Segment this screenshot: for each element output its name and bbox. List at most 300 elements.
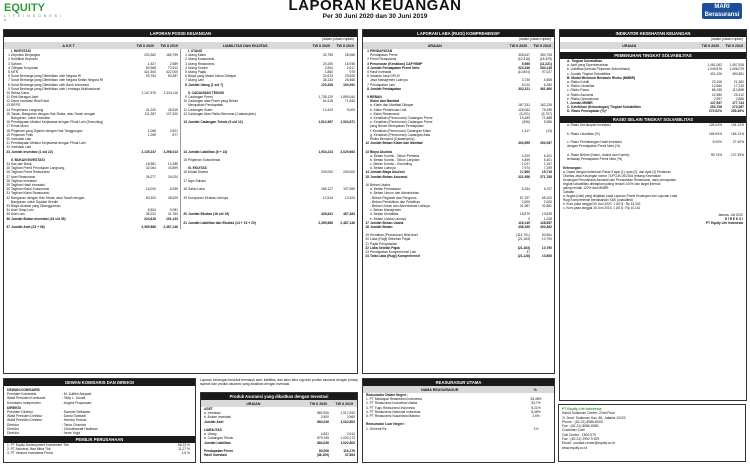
row-label: Jumlah Pendapatan Premi Neto <box>370 65 420 70</box>
pdi-label: Jumlah Aset <box>204 419 224 424</box>
table-row <box>181 221 357 225</box>
pdi-label: ASET <box>204 407 213 411</box>
row-number: 15 <box>183 157 187 162</box>
row-value-2019: 134.12% <box>730 123 744 128</box>
sign-role: D I R E K S I <box>724 217 743 222</box>
row-value-2020: -9,00% <box>711 140 722 145</box>
row-label: B. Modal Minimum Berbasis Risiko (MMBR) <box>567 75 636 80</box>
row-value-2019: 350,708 <box>540 53 552 58</box>
row-number: 28 <box>6 178 10 183</box>
row-number: 35 <box>6 212 10 217</box>
row-value-2019: 9,003 <box>346 107 355 112</box>
row-label: Kenaikan (Penurunan) Nilai Aset <box>370 233 418 238</box>
row-label: Obligasi Korporasi <box>11 65 38 70</box>
row-label: PENDAPATAN <box>370 49 393 53</box>
row-value-2020: 166,127 <box>321 187 333 192</box>
row-number: 19 <box>183 195 187 200</box>
pdi-value-2020: 884,026 <box>317 419 329 424</box>
pdi-panel <box>200 392 358 463</box>
row-value-2019: 76,299 <box>541 107 552 112</box>
row-value-2019: (18,329) <box>539 57 552 62</box>
row-number: 9 <box>8 86 10 91</box>
table-row <box>560 109 746 113</box>
row-number: 22 <box>365 245 369 250</box>
row-label: - Beban Umum dan Administrasi Lainnya <box>370 203 430 208</box>
row-value-2019: 110,898 <box>732 88 744 93</box>
row-value-2019: 45,915 <box>167 107 178 112</box>
pdi-table <box>201 407 357 457</box>
row-number: 22 <box>6 145 10 150</box>
row-label: Bangunan untuk Dipakai Sendiri <box>11 199 59 204</box>
row-label: Pembiayaan Melalui Kerjasama dengan Pihak Lain (Executing) <box>11 120 104 125</box>
row-number: 18 <box>365 224 369 229</box>
row-value-2019: 354,145 <box>540 65 552 70</box>
keterangan-item: Catatan : <box>563 190 576 195</box>
row-value-2019: 165,799 <box>166 53 178 58</box>
row-number: 3 <box>367 61 369 66</box>
direksi-list <box>7 410 192 435</box>
row-value-2020: 84,968 <box>145 65 156 70</box>
laba-rugi-panel <box>362 29 555 374</box>
pemilik-name: 3. PT Ventura Investama Prima <box>7 451 53 456</box>
row-number: 34 <box>6 208 10 213</box>
row-number: 5 <box>8 69 10 74</box>
row-value-2019: 2,296,013 <box>163 149 178 154</box>
row-value-2020: 5,010 <box>521 82 530 87</box>
row-label: Hasil Investasi <box>370 69 392 74</box>
row-label: Utang Koasuransi <box>188 57 215 62</box>
reasuradur-share: 53,7% <box>531 401 541 406</box>
pdi-label: a. Investasi <box>204 411 221 416</box>
reasuransi-table <box>363 393 554 431</box>
row-value-2019: 165.12% <box>730 131 744 136</box>
row-label: Jumlah Ekuitas (16 s/d 19) <box>188 212 230 217</box>
row-number: 14 <box>183 149 187 154</box>
posisi-keuangan-panel <box>3 29 358 374</box>
row-number: 19 <box>6 132 10 137</box>
pemilik-row <box>7 451 192 455</box>
row-value-2020: 1,527 <box>147 61 156 66</box>
row-value-2020: (114,701) <box>516 233 530 238</box>
row-number: 10 <box>6 90 10 95</box>
row-value-2019: 128,657 <box>540 220 552 225</box>
row-value-2019: 273,087 <box>732 105 744 110</box>
person-name: : Christinawati Hadiman <box>62 426 98 431</box>
row-label: Aset Tetap Lain <box>11 208 34 213</box>
pemilik-share: 58,23 % <box>177 443 190 447</box>
row-label: Modal Disetor <box>188 170 209 175</box>
row-value-2019: 3,521 <box>169 128 178 133</box>
row-label: Sertifikat Deposito <box>11 57 38 62</box>
reasuradur-name: 2. PT Reasuransi Indonesia Utama <box>366 401 418 406</box>
row-value-2019: 1,924,671 <box>340 120 355 125</box>
row-label: Emas Murni <box>11 124 29 129</box>
row-value-2020: 41,220 <box>145 107 156 112</box>
row-value-2020: 224,618 <box>144 216 156 221</box>
row-label: I. INVESTASI <box>11 49 31 53</box>
row-value-2020: 120,208 <box>321 82 333 87</box>
sign-place: Jakarta, Juli 2020 <box>718 213 743 218</box>
row-value-2019: 34,024 <box>167 174 178 179</box>
pdi-column-header <box>201 400 357 407</box>
row-label: Jasa Manajemen Lainnya <box>370 78 408 83</box>
row-label: d. Beban Mortalitas <box>370 212 399 217</box>
rasio-subheading: RASIO SELAIN TINGKAT SOLVABILITAS <box>560 116 746 123</box>
page-title: LAPORAN KEUANGAN <box>288 0 462 14</box>
row-number: 11 <box>6 95 10 100</box>
kesehatan-heading: INDIKATOR KESEHATAN KEUANGAN <box>560 30 746 37</box>
row-label: Surat Berharga yang Diterbitkan oleh Negara RI <box>11 74 82 79</box>
row-label: e. Beban Usaha Lainnya <box>370 216 407 221</box>
row-value-2019: 31,780 <box>167 212 178 217</box>
row-label: Deposito Berjangka <box>11 53 40 58</box>
row-value-2019: 32,581 <box>541 203 552 208</box>
keterangan-item: a. Dasar dengan ketentuan Pasal 3 ayat (1), ayat (2), dan ayat (3) Peraturan <box>563 170 671 175</box>
reasuradur-share: 2,6% <box>532 413 540 418</box>
row-label: Laba (Rugi) Sebelum Pajak <box>370 237 411 242</box>
row-label: Cadangan atas Premi yang Belum <box>188 99 239 104</box>
row-value-2020: 253,708 <box>710 105 722 110</box>
keterangan-title: Keterangan : <box>563 166 583 171</box>
row-number: 14 <box>365 170 369 175</box>
row-label: d. Kenaikan (Penurunan) Cadangan Premi <box>370 116 433 120</box>
row-value-2019: 1,859,044 <box>340 95 355 100</box>
row-label: Utang Lain <box>188 78 204 83</box>
kesehatan-unit: (dalam jutaan rupiah) <box>710 37 743 41</box>
row-number: 18 <box>6 128 10 133</box>
footnote: Laporan keuangan tersebut termasuk aset, liabilitas, dan akun laba rugi dari produk asuransi dengan prinsip syariah dan produk asuransi yang dikaitkan dengan investasi. <box>200 378 358 387</box>
labarugi-column-header <box>363 42 554 49</box>
row-value-2019: 10,790 <box>541 245 552 250</box>
row-value-2019: 252,067 <box>540 141 552 146</box>
row-number: 17 <box>365 220 369 225</box>
row-number: 20 <box>6 136 10 141</box>
row-value-2020: 304,555 <box>518 141 530 146</box>
row-value-2020: (906) <box>522 120 530 125</box>
row-value-2019: 7,199 <box>543 166 552 171</box>
row-value-2020: 1,147,575 <box>141 90 156 95</box>
row-number: 15 <box>6 111 10 116</box>
pdi-value-2019: 2,610 <box>346 432 355 437</box>
person-name: : David Sostradi <box>62 414 86 419</box>
row-number: 4 <box>185 65 187 70</box>
aset-year1: TW II 2020 <box>136 43 154 48</box>
row-number: 11 <box>183 107 187 112</box>
row-value-2019: 9,081 <box>169 208 178 213</box>
contact-lines <box>562 411 742 450</box>
pdi-value-2020: 80,006 <box>318 448 329 453</box>
aset-table <box>4 49 181 229</box>
row-label: b. Risiko Likuiditas <box>567 84 595 89</box>
row-value-2019: 104,992 <box>343 82 355 87</box>
row-label: c. Beban Manajemen <box>370 208 402 213</box>
komisaris-list <box>7 392 192 405</box>
row-label: Bangunan dengan Hak Strata, atau Tanah dengan <box>11 195 85 200</box>
row-value-2020: 1,812,967 <box>318 120 333 125</box>
row-number: 1 <box>185 53 187 58</box>
row-number: 12 <box>365 141 369 146</box>
pemilik-list <box>4 443 195 456</box>
row-value-2020: 2,135,247 <box>141 149 156 154</box>
row-label: Surat Berharga yang Diterbitkan oleh Bank Indonesia <box>11 82 89 87</box>
row-label: Aset Reasuransi <box>11 174 36 179</box>
row-value-2020: 165.94% <box>708 131 722 136</box>
row-label: Tanah, Bangunan dengan Hak Strata, atau Tanah dengan <box>11 111 96 116</box>
row-value-2020: 42,064 <box>145 166 156 171</box>
pemilik-heading: PEMILIK PERUSAHAAN <box>4 436 195 443</box>
row-number: 20 <box>365 237 369 242</box>
row-label: Beban Usaha <box>370 183 390 187</box>
person-role: Wakil Presiden Direktur <box>7 414 43 419</box>
row-label: Risiko Bencana (Catastrophic) <box>370 136 415 141</box>
row-label: Jumlah Biaya Akuisisi <box>370 170 405 175</box>
row-number <box>560 157 567 161</box>
row-number: 26 <box>6 170 10 175</box>
row-value-2019: 127.39% <box>730 152 744 157</box>
row-value-2019: 137,920 <box>166 111 178 116</box>
person-role: Wakil Presiden Direktur <box>7 418 43 423</box>
pemilik-name: 1. PT Equity Development Investment Tbk <box>7 443 69 447</box>
row-label: Jumlah Liabilitas dan Ekuitas (14 + 15 + 20) <box>188 220 256 225</box>
pdi-year1: TW II 2020 <box>309 401 328 406</box>
reasuransi-column-header <box>363 386 554 393</box>
row-number: 7 <box>367 82 369 87</box>
row-label: c. Rasio Perimbangan Hasil Investasi <box>567 140 622 145</box>
row-value-2019: 19,718 <box>541 170 552 175</box>
row-label: d. Rasio Beban (Klaim, Usaha dan Komisi) <box>567 152 630 157</box>
reasuradur-share: 8,48% <box>531 409 541 414</box>
row-value-2019: 2,029,663 <box>340 149 355 154</box>
contact-line: Fax : (62-21) 8086-8080 <box>562 424 599 429</box>
row-label: Saldo Laba <box>188 187 205 192</box>
row-value-2019: 14,285 <box>167 162 178 167</box>
contact-line: Call Center : 1500 079 <box>562 432 596 437</box>
row-number: 32 <box>6 195 10 200</box>
aset-col-title: A S E T <box>62 43 75 48</box>
row-value-2019: 29,825 <box>344 74 355 79</box>
direksi-block <box>4 386 195 437</box>
row-label: Pinjaman Subordinasi <box>188 157 221 162</box>
labarugi-heading: LAPORAN LABA (RUGI) KOMPREHENSIF <box>363 30 554 37</box>
row-number: 9 <box>185 95 187 100</box>
pdi-label: Pendapatan Premi <box>204 448 233 453</box>
row-value-2020: 2,000 <box>521 199 530 204</box>
row-value-2019: 400,462 <box>540 224 552 229</box>
person-name: : Angeni Pusparsari <box>62 400 92 405</box>
keterangan-item: b. Kurs pada tanggal 30 Juni 2020, 1 US $ : Rp 14,302 <box>563 202 641 207</box>
row-label: Utang Reasuransi <box>188 61 215 66</box>
row-value-2019: 2,487,146 <box>340 220 355 225</box>
pdi-row <box>204 453 357 457</box>
row-value-2020: 438,165 <box>518 224 530 229</box>
row-value-2019: 457,483 <box>343 212 355 217</box>
row-value-2020: 147,537 <box>710 100 722 105</box>
kesehatan-column-header <box>560 42 746 49</box>
row-label: c. Beban Komisi - Overriding <box>370 162 412 167</box>
row-value-2020: 18,879 <box>519 212 530 217</box>
row-number: 13 <box>6 103 10 108</box>
row-value-2020: 5,154 <box>521 187 530 192</box>
row-label: Pendapatan Komprehensif Lain <box>370 250 417 254</box>
row-value-2020: 18,981 <box>145 162 156 167</box>
kesehatan-col-title: URAIAN <box>622 43 637 48</box>
pdi-value-2019: 1,017,843 <box>340 411 355 416</box>
row-value-2020: 1,461,062 <box>707 63 722 68</box>
row-value-2019: 19,839 <box>541 212 552 217</box>
row-value-2020: 10,420 <box>322 107 333 112</box>
row-label: d. Beban Lainnya <box>370 166 396 171</box>
row-label: c. Risiko Pasar <box>567 88 589 93</box>
row-value-2019: 5,956 <box>543 120 552 125</box>
row-label: REPO <box>11 103 21 108</box>
row-number: 2 <box>185 57 187 62</box>
person-row <box>7 431 192 435</box>
pdi-label: b. Cadangan Teknis <box>204 436 234 441</box>
reasuradur-name: 1. General Re <box>366 426 387 431</box>
row-value-2019: 27.40% <box>732 140 744 145</box>
labarugi-table <box>363 49 554 258</box>
row-label: Laba Setelah Pajak <box>370 245 400 250</box>
row-number: 7 <box>8 78 10 83</box>
row-value-2019: 6,201 <box>543 153 552 158</box>
row-value-2019: 10,790 <box>541 237 552 242</box>
row-value-2020: 302,311 <box>518 86 530 91</box>
row-label: II. BUKAN INVESTASI <box>11 157 45 162</box>
row-value-2019: 21,362 <box>733 79 744 84</box>
logo-text: EQUITY <box>4 2 45 14</box>
row-label: Merupakan Pendapatan <box>188 103 224 108</box>
row-number: 24 <box>365 254 369 259</box>
row-label: Saham <box>11 61 22 66</box>
row-value-2019: 976 <box>349 69 355 74</box>
row-label: Utang Pajak <box>188 69 206 74</box>
row-label: Aset Lain <box>11 212 25 217</box>
row-value-2019: 2,617 <box>346 65 355 70</box>
row-label: Utang Klaim <box>188 53 206 58</box>
contact-line: www.equity.co.id <box>562 445 587 450</box>
row-label: Pembiayaan Melalui Kerjasama dengan Pihak Lain <box>11 141 86 146</box>
row-value-2020: 23,106 <box>711 79 722 84</box>
row-label: a. Klaim dan Manfaat Dibayar <box>370 103 414 108</box>
row-value-2019: 25,412 <box>733 92 744 97</box>
row-label: Pinjaman Polis <box>11 132 33 137</box>
row-label: f. Jumlah MMBR <box>567 100 593 105</box>
row-number: 37 <box>6 224 10 229</box>
liab-year1: TW II 2020 <box>312 43 330 48</box>
row-value-2020: (21,126) <box>517 254 530 259</box>
row-value-2020: 32,755 <box>322 53 333 58</box>
row-number: 16 <box>183 170 187 175</box>
pdi-value-2020: 884,026 <box>317 440 329 445</box>
row-label: Utang Komisi <box>188 65 208 70</box>
row-number: 18 <box>183 187 187 192</box>
row-value-2019: (11,221) <box>539 61 552 66</box>
row-value-2019: 191,133 <box>166 216 178 221</box>
person-role: Presiden Komisaris <box>7 392 37 397</box>
person-role: Presiden Direktur <box>7 410 34 415</box>
aset-year2: TW II 2019 <box>160 43 178 48</box>
row-number: 1 <box>8 53 10 58</box>
row-label: a. Beban Komisi - Tahun Pertama <box>370 153 420 158</box>
row-label: Investasi Lain <box>11 145 32 150</box>
row-value-2020: 0 <box>528 216 530 221</box>
row-value-2020: (6,201) <box>519 111 530 116</box>
row-label: Jumlah Utang (1 s/d 7) <box>188 82 224 87</box>
row-value-2019: 97,027 <box>541 69 552 74</box>
row-value-2019: 2,865 <box>735 96 744 101</box>
row-value-2020: 26,277 <box>145 174 156 179</box>
row-label: Penurunan (Kenaikan) CAPYBMP <box>370 61 423 66</box>
row-number: 24 <box>6 162 10 167</box>
row-number: 12 <box>183 111 187 116</box>
pdi-value-2019: 1,020,173 <box>340 436 355 441</box>
row-value-2019: 26,566 <box>344 78 355 83</box>
reasuradur-name: 1. PT Maskapai Reasuransi Indonesia <box>366 397 422 402</box>
row-label: c. Klaim Reasuransi <box>370 111 400 116</box>
row-label: b. Beban Umum dan Administrasi <box>370 191 419 196</box>
row-value-2019: (6,707) <box>541 111 552 116</box>
row-value-2020: 1,933,224 <box>318 149 333 154</box>
reasuradur-share: 28,48% <box>530 397 542 402</box>
row-value-2020: 8,504 <box>147 208 156 213</box>
row-label: Biaya Akuisisi yang Ditangguhkan <box>11 203 61 208</box>
row-number: 19 <box>365 233 369 238</box>
row-label: f. Kenaikan (Penurunan) Cadangan Klaim <box>370 128 432 133</box>
row-value-2019: 271,785 <box>540 174 552 179</box>
row-label: Pajak Penghasilan <box>370 241 398 246</box>
row-value-2020: 16,020 <box>145 187 156 192</box>
row-number: 17 <box>183 178 187 183</box>
liabilitas-table <box>181 49 357 229</box>
row-number: 13 <box>183 120 187 125</box>
solvabilitas-subheading: PEMENUHAN TINGKAT SOLVABILITAS <box>560 52 746 59</box>
row-value-2020: 1,269 <box>147 132 156 137</box>
row-value-2020: 1,066 <box>147 128 156 133</box>
row-value-2019: 162,226 <box>540 103 552 108</box>
kesehatan-year1: TW II 2020 <box>701 43 720 48</box>
row-label: II. CADANGAN TEKNIS <box>188 90 224 95</box>
row-value-2020: 2,359,866 <box>141 224 156 229</box>
contact-line: Fax : (62-21) 2992 9 529 <box>562 437 600 442</box>
row-number: 4 <box>367 65 369 70</box>
row-value-2019: 2,589 <box>169 61 178 66</box>
row-value-2020: 93,754 <box>145 74 156 79</box>
row-number: 3 <box>8 61 10 66</box>
row-number: 3 <box>185 61 187 66</box>
row-label: Biaya Akuisisi <box>370 149 393 154</box>
contact-line: Phone : (62-21) 8086-8000 <box>562 419 603 424</box>
row-label: Imbalan Jasa DPLK/ <box>370 74 401 79</box>
row-value-2019: 6,280 <box>543 82 552 87</box>
row-label: b. Liabilitas (kecuali Pinjaman Subordinasi) <box>567 67 630 72</box>
liab-col-title: LIABILITAS DAN EKUITAS <box>222 43 268 48</box>
row-label: Klaim dan Manfaat <box>370 99 400 104</box>
row-label: Reksa Dana <box>11 90 30 95</box>
reasuradur-name: 4. PT Reasuransi Nasional Indonesia <box>366 409 421 414</box>
row-label: C. Kelebihan (Kekurangan) Tingkat Solvabilitas <box>567 105 641 110</box>
row-number: 23 <box>365 250 369 254</box>
row-number: 2 <box>8 57 10 62</box>
person-role: Direktur <box>7 431 19 436</box>
row-number: 8 <box>367 86 369 91</box>
labarugi-year2: TW II 2019 <box>533 43 551 48</box>
komisaris-title: DEWAN KOMISARIS <box>7 388 40 392</box>
labarugi-col-title: URAIAN <box>427 43 442 48</box>
row-value-2020: 1,883 <box>324 69 333 74</box>
sign-company: PT Equity Life Indonesia <box>705 221 743 226</box>
row-label: MTN <box>11 69 19 74</box>
row-number: 6 <box>8 74 10 79</box>
